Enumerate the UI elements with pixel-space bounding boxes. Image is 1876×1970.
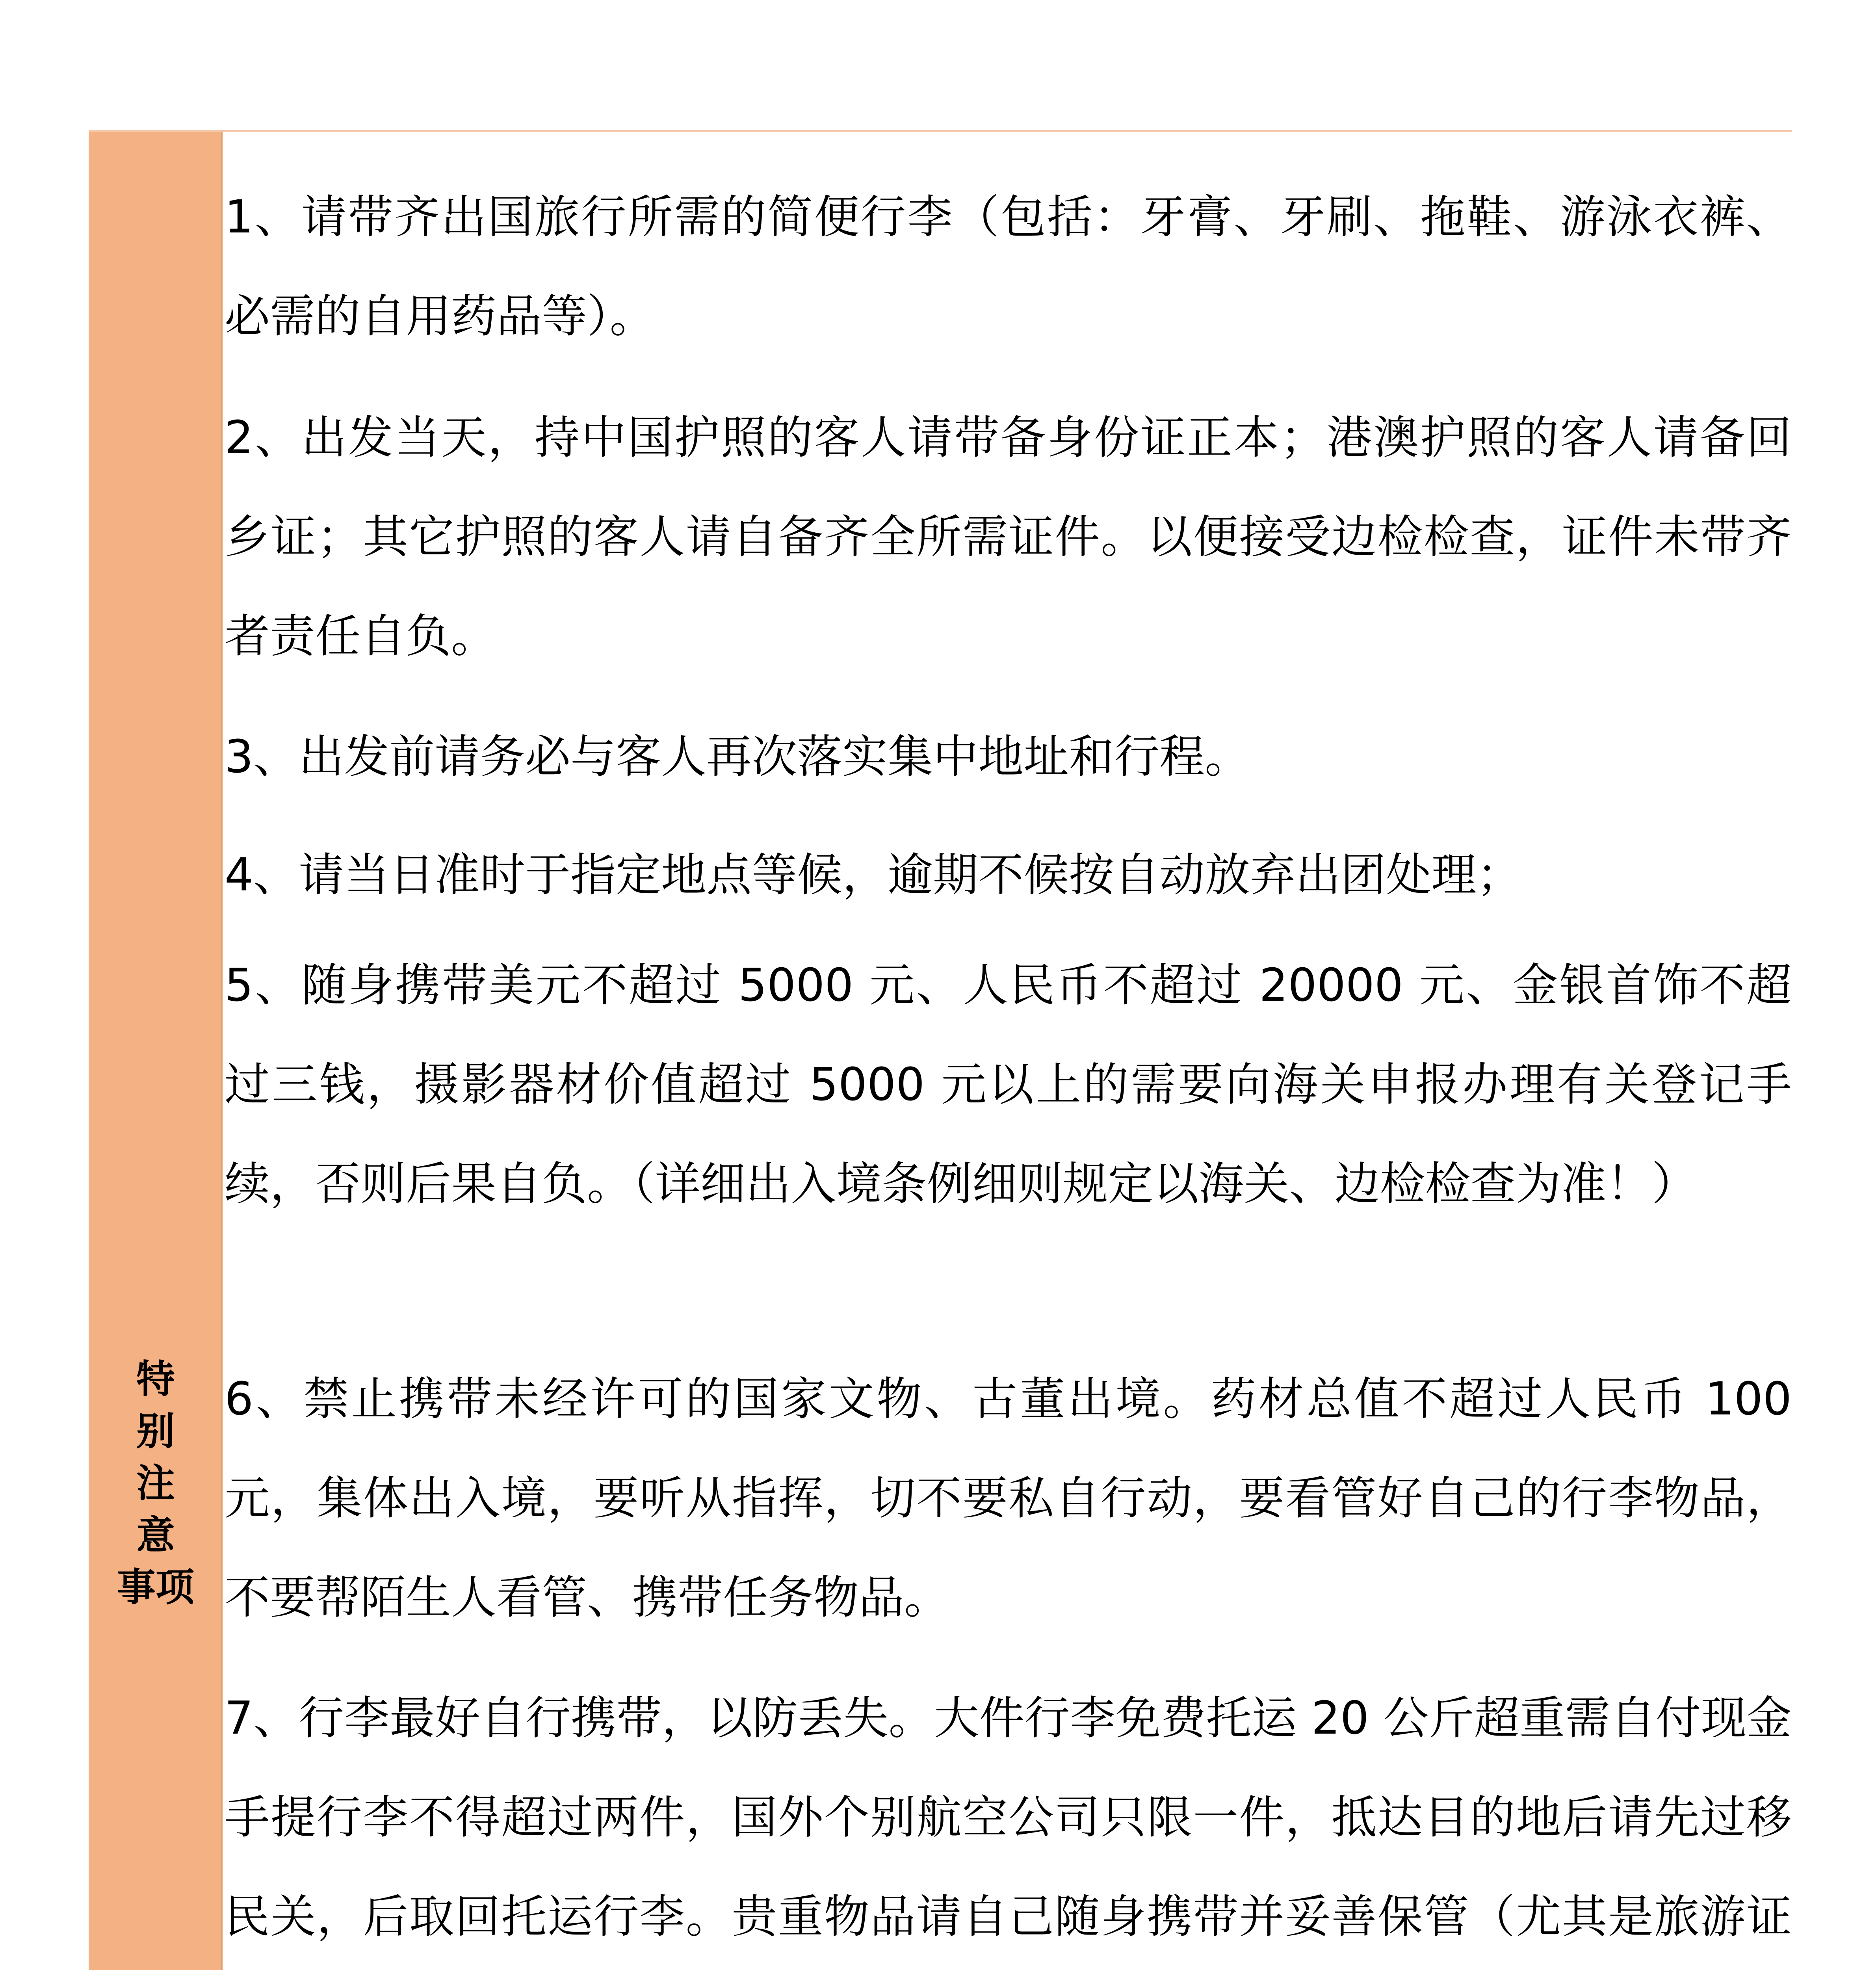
notice-item-6: 6、禁止携带未经许可的国家文物、古董出境。药材总值不超过人民币 100 元，集体出入境，要听从指挥，切不要私自行动，要看管好自己的行李物品，不要帮陌生人看管、携带任务物品。 <box>225 1373 1792 1624</box>
notice-item-5: 5、随身携带美元不超过 5000 元、人民币不超过 20000 元、金银首饰不超过三钱，摄影器材价值超过 5000 元以上的需要向海关申报办理有关登记手续，否则后果自负。（详细出入境条例细则规定以海关、边检检查为准！） <box>225 959 1792 1210</box>
notice-item-1: 1、请带齐出国旅行所需的简便行李（包括：牙膏、牙刷、拖鞋、游泳衣裤、必需的自用药品等）。 <box>225 191 1792 343</box>
special-notice-table <box>89 130 1792 1970</box>
notice-item-2: 2、出发当天，持中国护照的客人请带备身份证正本；港澳护照的客人请备回乡证；其它护照的客人请自备齐全所需证件。以便接受边检检查，证件未带齐者责任自负。 <box>225 411 1792 663</box>
notice-item-7: 7、行李最好自行携带，以防丢失。大件行李免费托运 20 公斤超重需自付现金手提行李不得超过两件，国外个别航空公司只限一件，抵达目的地后请先过移民关，后取回托运行李。贵重物品请自己随身携带并妥善保管（尤其是旅游证 <box>225 1692 1792 1943</box>
section-label-line-1: 特 别 <box>136 1357 200 1454</box>
section-label-cell <box>89 132 223 1970</box>
notice-item-3: 3、出发前请务必与客人再次落实集中地址和行程。 <box>225 730 1250 783</box>
notice-content <box>225 132 1792 1970</box>
section-label-line-3: 事项 <box>117 1565 194 1610</box>
section-label <box>89 1353 223 1613</box>
notice-item-4: 4、请当日准时于指定地点等候，逾期不候按自动放弃出团处理； <box>225 849 1522 901</box>
section-label-line-2: 注 意 <box>136 1461 200 1558</box>
